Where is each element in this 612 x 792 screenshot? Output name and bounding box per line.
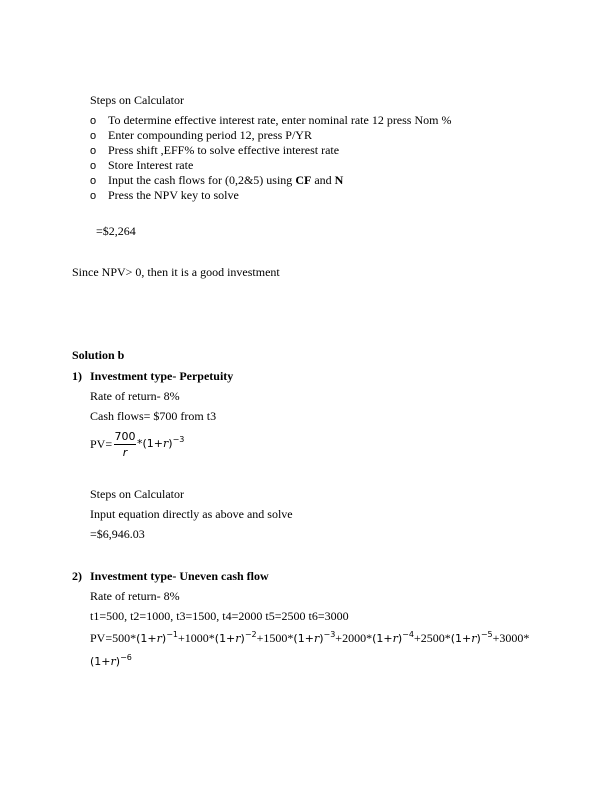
fraction-bar — [114, 444, 136, 445]
item2-number: 2) — [72, 569, 82, 583]
fraction-denominator: r — [122, 446, 128, 459]
perpetuity-discount-factor: $*(1+r)^{-3}$ — [137, 435, 185, 450]
n-key-label: N — [334, 173, 344, 187]
calculator-step-3: Press shift ,EFF% to solve effective interest rate — [108, 143, 340, 157]
calculator-steps-heading: Steps on Calculator — [90, 93, 184, 107]
calculator-step-5: Press the NPV key to solve — [108, 188, 239, 202]
bullet-symbol: o — [90, 175, 97, 187]
item1-pv-label: PV= — [90, 437, 113, 451]
term-6-factor: $(1+r)^{-6}$ — [90, 653, 132, 668]
term-2-factor: $(1+r)^{-2}$ — [214, 630, 257, 645]
item1-rate: Rate of return- 8% — [90, 389, 180, 403]
calculator-step-4: Store Interest rate — [108, 158, 194, 172]
term-2-coef: 1000* — [184, 631, 215, 645]
solution-title: Solution b — [72, 348, 125, 362]
item2-title: Investment type- Uneven cash flow — [90, 569, 269, 583]
bullet-symbol: o — [90, 190, 97, 202]
item1-steps-heading: Steps on Calculator — [90, 487, 184, 501]
calculator-step-cashflows — [108, 173, 343, 187]
item1-number: 1) — [72, 369, 82, 383]
term-1-coef: 500* — [112, 631, 137, 645]
bullet-symbol: o — [90, 115, 97, 127]
cashflow-step-joiner: and — [311, 173, 335, 187]
npv-result: =$2,264 — [96, 224, 136, 238]
term-3-coef: 1500* — [263, 631, 294, 645]
item1-result: =$6,946.03 — [90, 527, 145, 541]
cf-key-label: CF — [295, 173, 312, 187]
item2-rate: Rate of return- 8% — [90, 589, 180, 603]
item2-pv-equation: $PV=500*(1+r)^{-1}+1000*(1+r)^{-2}+1500*(1+r)^{-3}+2000*(1+r)^{-4}+2500*(1+r)^{-5}+3000*$ — [90, 630, 530, 645]
term-6-coef: 3000* — [499, 631, 530, 645]
fraction-numerator: 700 — [114, 430, 136, 443]
item2-cash-flows: t1=500, t2=1000, t3=1500, t4=2000 t5=2500 t6=3000 — [90, 609, 349, 623]
term-3-factor: $(1+r)^{-3}$ — [293, 630, 336, 645]
item1-title: Investment type- Perpetuity — [90, 369, 234, 383]
cashflow-step-prefix: Input the cash flows for (0,2&5) using — [108, 173, 296, 187]
item1-cash-flows: Cash flows= $700 from t3 — [90, 409, 217, 423]
pv-label: PV= — [90, 631, 113, 645]
conclusion: Since NPV> 0, then it is a good investment — [72, 265, 280, 279]
term-5-coef: 2500* — [420, 631, 451, 645]
calculator-step-1: To determine effective interest rate, enter nominal rate 12 press Nom % — [108, 113, 452, 127]
item1-steps-text: Input equation directly as above and solve — [90, 507, 293, 521]
bullet-symbol: o — [90, 130, 97, 142]
term-5-factor: $(1+r)^{-5}$ — [450, 630, 493, 645]
term-4-factor: $(1+r)^{-4}$ — [372, 630, 414, 645]
bullet-symbol: o — [90, 160, 97, 172]
term-1-factor: $(1+r)^{-1}$ — [136, 630, 178, 645]
term-4-coef: 2000* — [342, 631, 373, 645]
calculator-step-2: Enter compounding period 12, press P/YR — [108, 128, 312, 142]
perpetuity-fraction — [114, 430, 136, 459]
bullet-symbol: o — [90, 145, 97, 157]
